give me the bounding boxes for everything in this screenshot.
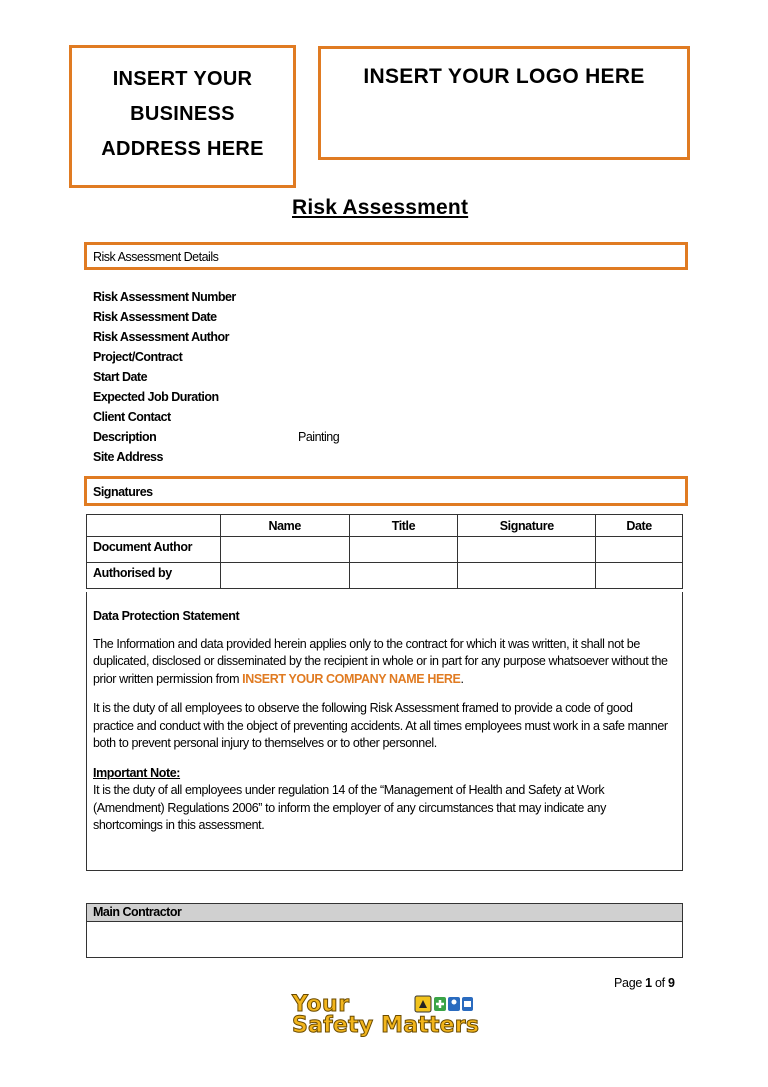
title-cell[interactable] bbox=[349, 537, 458, 563]
address-line-3: ADDRESS HERE bbox=[101, 138, 264, 160]
header-cell: Signature bbox=[458, 515, 596, 537]
page-number bbox=[614, 976, 675, 990]
field-label: Risk Assessment Author bbox=[93, 330, 230, 344]
para1-end: . bbox=[460, 671, 464, 686]
field-label: Expected Job Duration bbox=[93, 390, 219, 404]
field-row bbox=[93, 290, 683, 310]
page-total: 9 bbox=[668, 976, 675, 990]
field-label: Site Address bbox=[93, 450, 163, 464]
date-cell[interactable] bbox=[596, 563, 683, 589]
table-row bbox=[87, 563, 683, 589]
main-contractor-value[interactable] bbox=[87, 922, 682, 957]
field-row bbox=[93, 450, 683, 470]
company-name-placeholder: INSERT YOUR COMPANY NAME HERE bbox=[242, 671, 461, 686]
field-row bbox=[93, 370, 683, 390]
brand-logo bbox=[290, 992, 480, 1042]
row-label: Authorised by bbox=[87, 563, 221, 589]
field-label: Description bbox=[93, 430, 157, 444]
details-fields bbox=[93, 290, 683, 470]
field-row bbox=[93, 410, 683, 430]
field-row bbox=[93, 310, 683, 330]
page-current: 1 bbox=[645, 976, 652, 990]
header-cell: Date bbox=[596, 515, 683, 537]
signatures-heading-box bbox=[84, 476, 688, 506]
page-sep: of bbox=[651, 976, 668, 990]
brand-line-1: Your bbox=[292, 992, 350, 1017]
logo-box bbox=[318, 46, 690, 160]
field-value-description: Painting bbox=[298, 430, 340, 444]
details-heading: Risk Assessment Details bbox=[93, 250, 219, 264]
field-label: Risk Assessment Number bbox=[93, 290, 236, 304]
header-cell-blank bbox=[87, 515, 221, 537]
field-label: Client Contact bbox=[93, 410, 171, 424]
business-address-box bbox=[69, 45, 296, 188]
data-protection-para2: It is the duty of all employees to observe the following Risk Assessment framed to provide a code of good practice and conduct with the object of preventing accidents. At all times employees must work in a safe manner both to prevent personal injury to themselves or to other personnel. bbox=[93, 701, 668, 750]
field-row bbox=[93, 330, 683, 350]
header-cell: Title bbox=[349, 515, 458, 537]
name-cell[interactable] bbox=[220, 563, 349, 589]
name-cell[interactable] bbox=[220, 537, 349, 563]
safety-signs-icon bbox=[414, 995, 474, 1013]
details-heading-box bbox=[84, 242, 688, 270]
title-cell[interactable] bbox=[349, 563, 458, 589]
signature-cell[interactable] bbox=[458, 563, 596, 589]
address-line-1: INSERT YOUR bbox=[112, 68, 253, 90]
important-note-heading: Important Note: bbox=[93, 765, 181, 780]
brand-line-2: Safety Matters bbox=[292, 1013, 480, 1038]
signature-cell[interactable] bbox=[458, 537, 596, 563]
field-row bbox=[93, 390, 683, 410]
field-label: Start Date bbox=[93, 370, 148, 384]
field-row bbox=[93, 430, 683, 450]
header-cell: Name bbox=[220, 515, 349, 537]
page-prefix: Page bbox=[614, 976, 646, 990]
table-row bbox=[87, 537, 683, 563]
main-contractor-heading: Main Contractor bbox=[87, 904, 682, 922]
para1-text: The Information and data provided herein applies only to the contract for which it was written, it shall not be duplicated, disclosed or disseminated by the recipient in whole or in part for any purpose whatsoever without the prior written permission from bbox=[93, 636, 668, 686]
address-line-2: BUSINESS bbox=[130, 103, 235, 125]
data-protection-para1 bbox=[93, 636, 676, 689]
table-header-row bbox=[87, 515, 683, 537]
main-contractor-table bbox=[86, 903, 683, 958]
important-note-text: It is the duty of all employees under regulation 14 of the “Management of Health and Safety at Work (Amendment) Regulations 2006” to inform the employer of any circumstances that may indicate any shortcomings in this assessment. bbox=[93, 783, 606, 832]
signatures-table bbox=[86, 514, 683, 589]
field-label: Risk Assessment Date bbox=[93, 310, 217, 324]
date-cell[interactable] bbox=[596, 537, 683, 563]
row-label: Document Author bbox=[87, 537, 221, 563]
field-label: Project/Contract bbox=[93, 350, 183, 364]
field-row bbox=[93, 350, 683, 370]
data-protection-box bbox=[86, 592, 683, 871]
page-title: Risk Assessment bbox=[292, 196, 469, 219]
data-protection-heading: Data Protection Statement bbox=[93, 609, 240, 623]
signatures-heading: Signatures bbox=[93, 485, 153, 499]
logo-placeholder-text: INSERT YOUR LOGO HERE bbox=[363, 65, 645, 88]
